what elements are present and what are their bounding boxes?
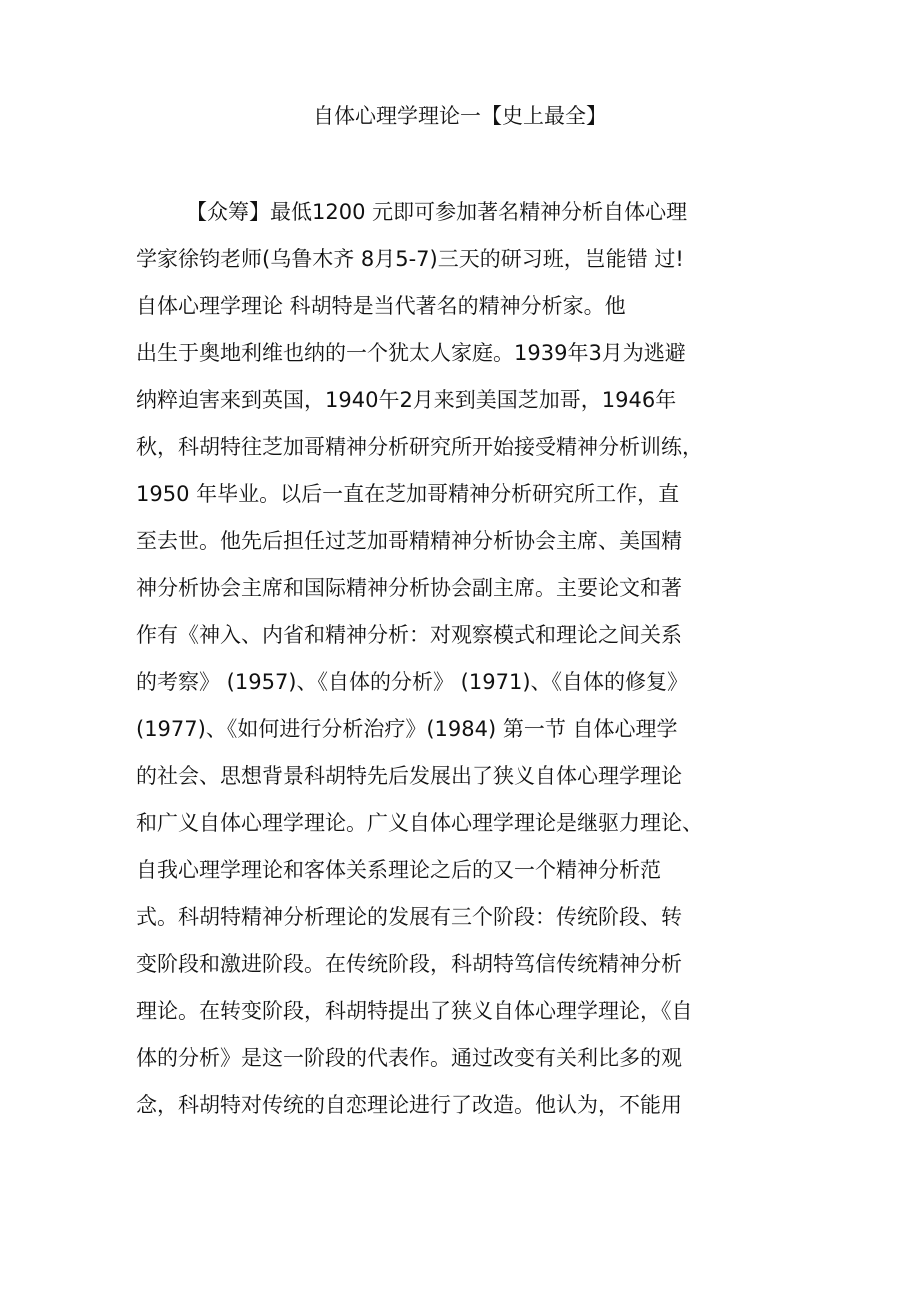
text-line-9: 神分析协会主席和国际精神分析协会副主席。主要论文和著 xyxy=(136,576,682,600)
text-line-3: 自体心理学理论 科胡特是当代著名的精神分析家。他 xyxy=(136,294,626,318)
text-line-15: 自我心理学理论和客体关系理论之后的又一个精神分析范 xyxy=(136,858,661,882)
text-line-20: 念，科胡特对传统的自恋理论进行了改造。他认为，不能用 xyxy=(136,1093,682,1117)
text-line-8: 至去世。他先后担任过芝加哥精精神分析协会主席、美国精 xyxy=(136,529,682,553)
text-line-6: 秋，科胡特往芝加哥精神分析研究所开始接受精神分析训练， xyxy=(136,435,703,459)
text-line-5: 纳粹迫害来到英国，1940午2月来到美国芝加哥，1946年 xyxy=(136,388,677,412)
text-line-16: 式。科胡特精神分析理论的发展有三个阶段：传统阶段、转 xyxy=(136,905,682,929)
text-line-1: 【众筹】最低1200 元即可参加著名精神分析自体心理 xyxy=(186,200,688,224)
text-line-19: 体的分析》是这一阶段的代表作。通过改变有关利比多的观 xyxy=(136,1046,682,1070)
text-line-18: 理论。在转变阶段，科胡特提出了狭义自体心理学理论，《自 xyxy=(136,999,693,1023)
text-line-2: 学家徐钧老师(乌鲁木齐 8月5-7)三天的研习班，岂能错 过! xyxy=(136,247,684,271)
text-line-12: (1977)、《如何进行分析治疗》(1984) 第一节 自体心理学 xyxy=(136,717,678,741)
text-line-7: 1950 年毕业。以后一直在芝加哥精神分析研究所工作，直 xyxy=(136,482,680,506)
text-line-13: 的社会、思想背景科胡特先后发展出了狭义自体心理学理论 xyxy=(136,764,682,788)
text-line-4: 出生于奥地利维也纳的一个犹太人家庭。1939年3月为逃避 xyxy=(136,341,686,365)
text-line-10: 作有《神入、内省和精神分析：对观察模式和理论之间关系 xyxy=(136,623,682,647)
text-line-14: 和广义自体心理学理论。广义自体心理学理论是继驱力理论、 xyxy=(136,811,703,835)
text-line-17: 变阶段和激进阶段。在传统阶段，科胡特笃信传统精神分析 xyxy=(136,952,682,976)
document-title: 自体心理学理论一【史上最全】 xyxy=(313,104,607,128)
text-line-11: 的考察》 (1957)、《自体的分析》 (1971)、《自体的修复》 xyxy=(136,670,689,694)
